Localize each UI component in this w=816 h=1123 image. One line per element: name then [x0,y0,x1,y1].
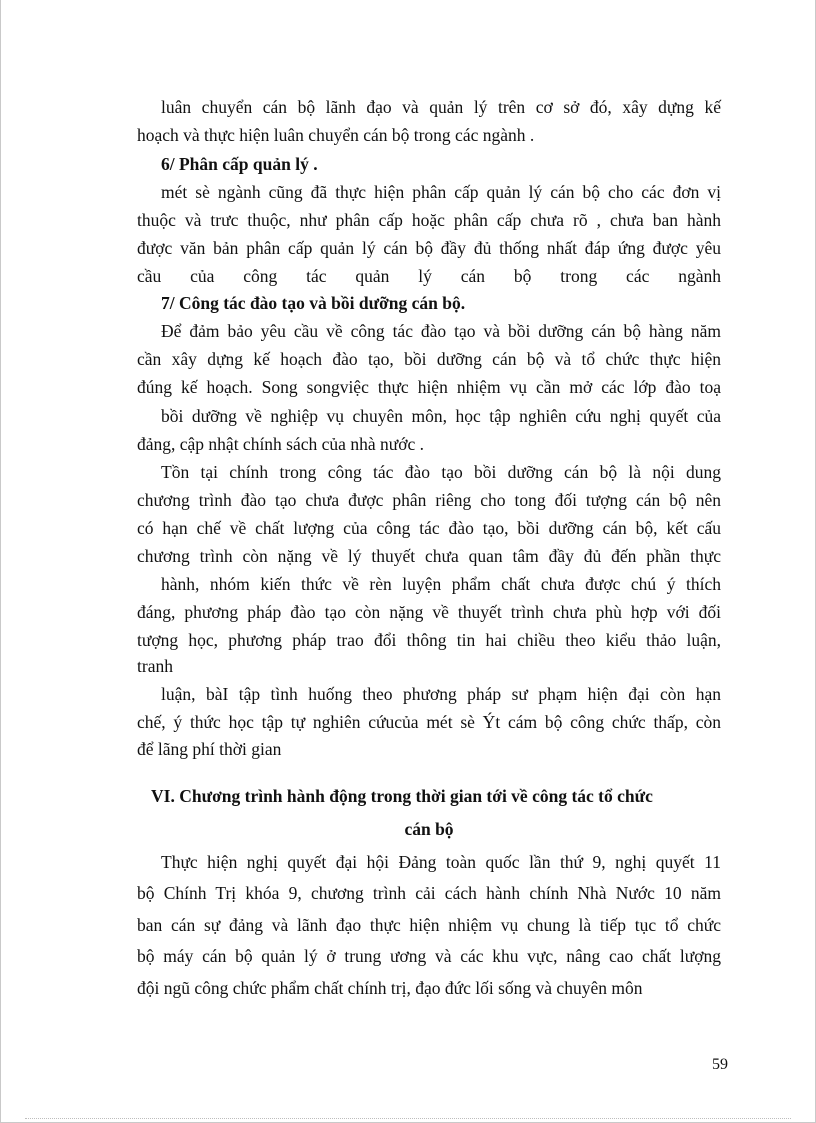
chapter-heading-continued: cán bộ [404,819,454,839]
text-line: ban cán sự đảng và lãnh đạo thực hiện nhiệm vụ chung là tiếp tục tổ chức [137,915,721,935]
text-line: mét sè ngành cũng đã thực hiện phân cấp quản lý cán bộ cho các đơn vị [161,182,721,202]
text-line: chương trình đào tạo chưa được phân riêng cho tong đối tượng cán bộ nên [137,490,721,510]
text-line: luận, bàI tập tình huống theo phương pháp sư phạm hiện đại còn hạn [161,684,721,704]
text-line: bộ máy cán bộ quản lý ở trung ương và các khu vực, nâng cao chất lượng [137,946,721,966]
text-line: được văn bản phân cấp quản lý cán bộ đầy đủ thống nhất đáp ứng được yêu [137,238,721,258]
text-line: Để đảm bảo yêu cầu về công tác đào tạo và bồi dưỡng cán bộ hàng năm [161,321,721,341]
text-line: đảng, cập nhật chính sách của nhà nước . [137,434,424,454]
text-line: bộ Chính Trị khóa 9, chương trình cải cách hành chính Nhà Nước 10 năm [137,883,721,903]
text-line: có hạn chế về chất lượng của công tác đào tạo, bồi dưỡng cán bộ, kết cấu [137,518,721,538]
text-line: để lãng phí thời gian [137,739,282,759]
text-line: luân chuyển cán bộ lãnh đạo và quản lý trên cơ sở đó, xây dựng kế [161,97,721,117]
text-line: đúng kế hoạch. Song songviệc thực hiện nhiệm vụ cần mở các lớp đào toạ [137,377,721,397]
text-line: Tồn tại chính trong công tác đào tạo bồi dưỡng cán bộ là nội dung [161,462,721,482]
text-line: đáng, phương pháp đào tạo còn nặng về thuyết trình chưa phù hợp với đối [137,602,721,622]
text-line: tượng học, phương pháp trao đổi thông tin hai chiều theo kiểu thảo luận, [137,630,721,650]
section-heading: 7/ Công tác đào tạo và bồi dưỡng cán bộ. [161,293,466,313]
text-line: hành, nhóm kiến thức về rèn luyện phẩm chất chưa được chú ý thích [161,574,721,594]
chapter-heading: VI. Chương trình hành động trong thời gian tới về công tác tổ chức [151,786,653,806]
text-line: hoạch và thực hiện luân chuyển cán bộ trong các ngành . [137,125,535,145]
text-line: chương trình còn nặng về lý thuyết chưa quan tâm đầy đủ đến phần thực [137,546,721,566]
text-line: chế, ý thức học tập tự nghiên cứucủa mét sè Ýt cám bộ công chức thấp, còn [137,712,721,732]
text-line: tranh [137,656,173,676]
text-line: cần xây dựng kế hoạch đào tạo, bồi dưỡng cán bộ và tổ chức thực hiện [137,349,721,369]
footer-divider [25,1118,791,1119]
text-line: đội ngũ công chức phẩm chất chính trị, đạo đức lối sống và chuyên môn [137,978,643,998]
text-line: cầu của công tác quản lý cán bộ trong các ngành [137,266,721,286]
section-heading: 6/ Phân cấp quản lý . [161,154,318,174]
text-line: Thực hiện nghị quyết đại hội Đảng toàn quốc lần thứ 9, nghị quyết 11 [161,852,721,872]
text-line: thuộc và trưc thuộc, như phân cấp hoặc phân cấp chưa rõ , chưa ban hành [137,210,721,230]
text-line: bồi dưỡng về nghiệp vụ chuyên môn, học tập nghiên cứu nghị quyết của [161,406,721,426]
page-number: 59 [712,1056,728,1073]
